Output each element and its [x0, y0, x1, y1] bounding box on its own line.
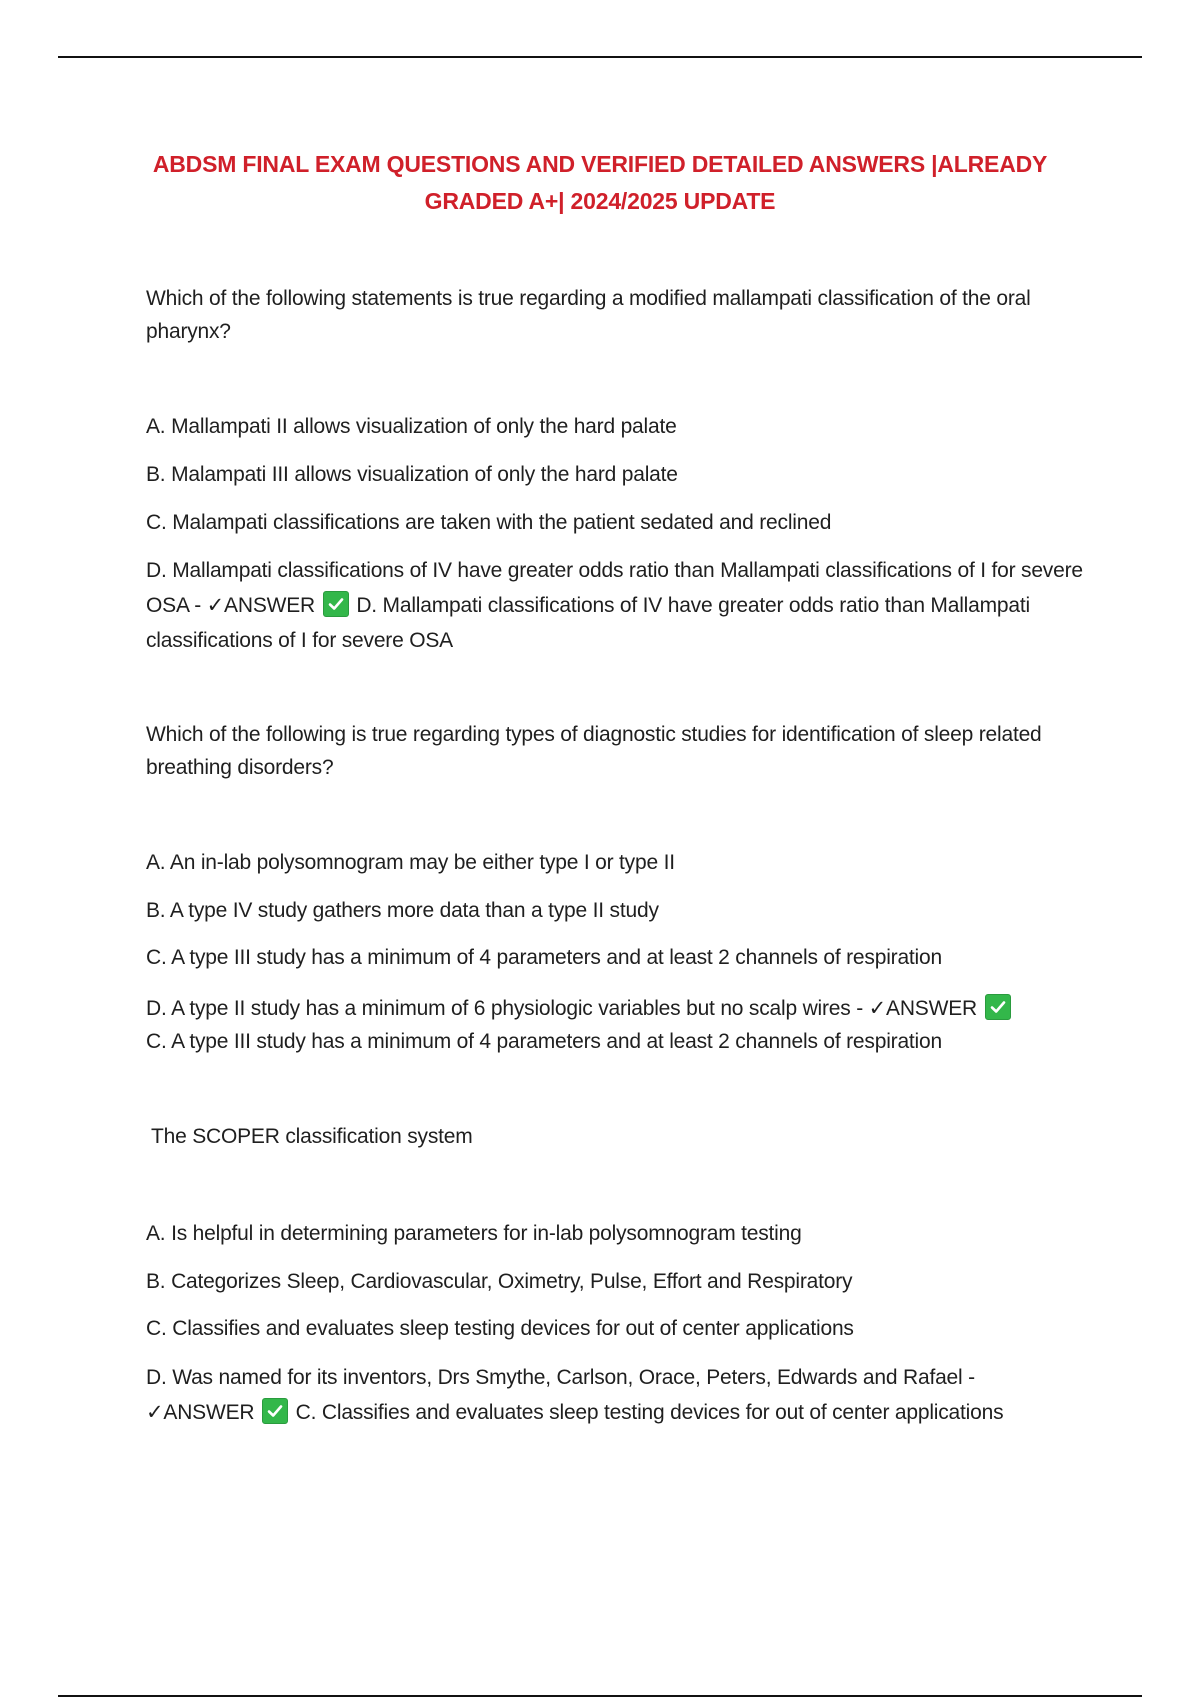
q2-option-b: B. A type IV study gathers more data than a type II study [146, 899, 659, 922]
check-mark-icon [262, 1398, 288, 1424]
answer-marker: ✓ANSWER [868, 997, 978, 1020]
q2-option-d [146, 992, 1096, 1058]
check-mark-icon [323, 591, 349, 617]
q2-option-a: A. An in-lab polysomnogram may be either type I or type II [146, 851, 675, 874]
q3-answer: C. Classifies and evaluates sleep testing devices for out of center applications [295, 1401, 1004, 1424]
q2-option-d-text: D. A type II study has a minimum of 6 physiologic variables but no scalp wires - [146, 997, 869, 1020]
q1-option-d-text: D. Mallampati classifications of IV have greater odds ratio than Mallampati classifications of I for severe OSA - [146, 559, 1083, 617]
check-mark-icon [985, 994, 1011, 1020]
q2-option-c: C. A type III study has a minimum of 4 parameters and at least 2 channels of respiration [146, 946, 942, 969]
q3-option-d [146, 1360, 1096, 1430]
question-1: Which of the following statements is true regarding a modified mallampati classification of the oral pharynx? [146, 287, 1031, 343]
q1-option-a: A. Mallampati II allows visualization of only the hard palate [146, 415, 677, 438]
q3-option-a: A. Is helpful in determining parameters for in-lab polysomnogram testing [146, 1222, 802, 1245]
question-3: The SCOPER classification system [151, 1125, 473, 1148]
answer-marker: ✓ANSWER [146, 1401, 255, 1424]
document-title: ABDSM FINAL EXAM QUESTIONS AND VERIFIED DETAILED ANSWERS |ALREADY GRADED A+| 2024/2025 UPDATE [152, 151, 1048, 214]
q3-option-b: B. Categorizes Sleep, Cardiovascular, Oximetry, Pulse, Effort and Respiratory [146, 1270, 853, 1293]
q3-option-d-text: D. Was named for its inventors, Drs Smythe, Carlson, Orace, Peters, Edwards and Rafael - [146, 1366, 975, 1389]
q3-option-c: C. Classifies and evaluates sleep testing devices for out of center applications [146, 1317, 854, 1340]
q1-option-d [146, 553, 1096, 658]
question-2: Which of the following is true regarding types of diagnostic studies for identification of sleep related breathing disorders? [146, 723, 1042, 779]
bottom-rule [58, 1695, 1142, 1697]
top-rule [58, 56, 1142, 58]
q2-answer: C. A type III study has a minimum of 4 parameters and at least 2 channels of respiration [146, 1030, 942, 1053]
q1-option-b: B. Malampati III allows visualization of only the hard palate [146, 463, 678, 486]
q1-option-c: C. Malampati classifications are taken with the patient sedated and reclined [146, 511, 832, 534]
answer-marker: ✓ANSWER [206, 594, 316, 617]
q1-answer: D. Mallampati classifications of IV have greater odds ratio than Mallampati classifications of I for severe OSA [146, 594, 1030, 652]
